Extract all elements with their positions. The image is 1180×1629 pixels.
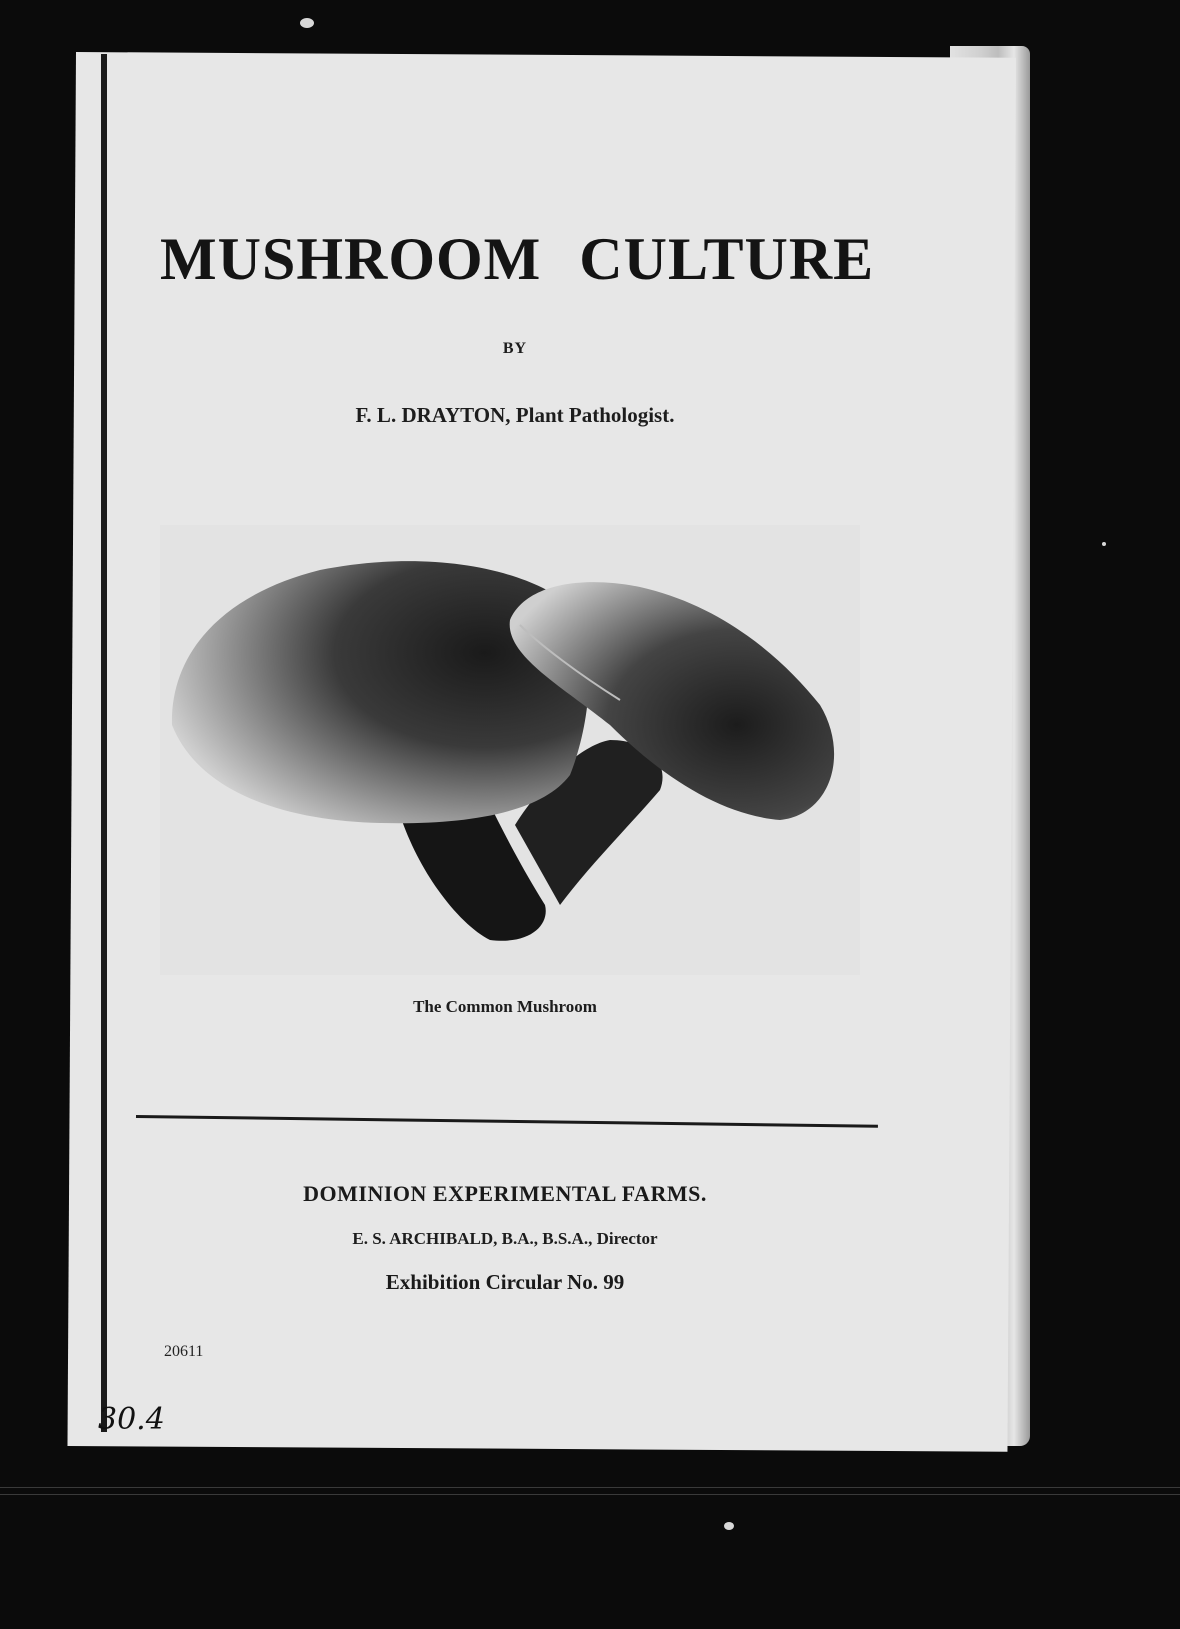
byline: BY [502, 340, 528, 357]
director-line: E. S. ARCHIBALD, B.A., B.S.A., Director [352, 1229, 658, 1248]
dust-speck [1102, 542, 1106, 546]
organization-name: DOMINION EXPERIMENTAL FARMS. [303, 1181, 707, 1206]
circular-number: Exhibition Circular No. 99 [385, 1270, 625, 1294]
illustration-caption: The Common Mushroom [413, 997, 597, 1016]
dust-speck [300, 18, 314, 28]
scan-line [0, 1487, 1180, 1488]
scan-line [0, 1494, 1180, 1495]
author-line: F. L. DRAYTON, Plant Pathologist. [355, 403, 675, 427]
document-title: MUSHROOM CULTURE [160, 226, 875, 292]
print-code: 20611 [164, 1343, 204, 1360]
mushroom-illustration [160, 525, 860, 975]
binding-edge [101, 54, 107, 1432]
handwritten-mark: 30.4 [98, 1402, 165, 1437]
dust-speck [724, 1522, 734, 1530]
